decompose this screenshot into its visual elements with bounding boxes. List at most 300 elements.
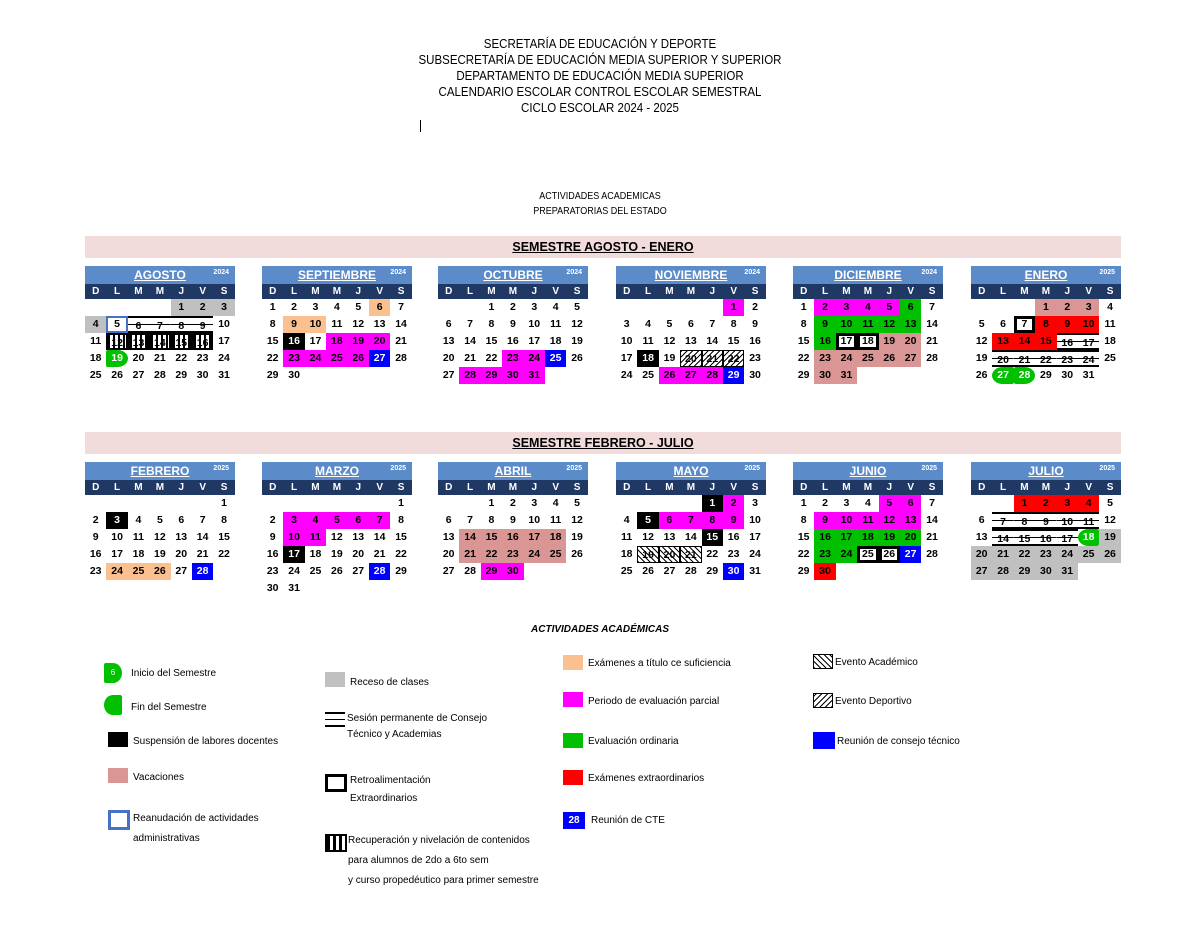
day-cell[interactable]: 16 bbox=[283, 333, 304, 350]
day-cell[interactable]: 24 bbox=[218, 352, 230, 364]
day-cell[interactable]: 21 bbox=[926, 335, 938, 347]
day-cell[interactable]: 26 bbox=[149, 563, 170, 580]
day-cell[interactable]: 20 bbox=[992, 350, 1013, 367]
day-cell[interactable]: 22 bbox=[175, 352, 188, 364]
day-cell[interactable]: 17 bbox=[749, 531, 761, 543]
day-cell[interactable]: 15 bbox=[266, 335, 279, 347]
day-cell[interactable]: 30 bbox=[749, 369, 761, 381]
day-cell[interactable]: 27 bbox=[992, 367, 1013, 384]
day-cell[interactable]: 13 bbox=[663, 531, 676, 543]
day-cell[interactable]: 13 bbox=[900, 512, 921, 529]
day-cell[interactable]: 22 bbox=[1014, 546, 1035, 563]
day-cell[interactable]: 11 bbox=[550, 514, 562, 526]
day-cell[interactable]: 3 bbox=[1078, 299, 1099, 316]
day-cell[interactable]: 28 bbox=[459, 367, 480, 384]
day-cell[interactable]: 28 bbox=[369, 563, 390, 580]
day-cell[interactable]: 20 bbox=[442, 548, 455, 560]
day-cell[interactable]: 17 bbox=[836, 529, 857, 546]
day-cell[interactable]: 3 bbox=[752, 497, 758, 509]
day-cell[interactable]: 22 bbox=[706, 548, 719, 560]
day-cell[interactable]: 13 bbox=[685, 335, 697, 347]
day-cell[interactable]: 21 bbox=[464, 352, 476, 364]
day-cell[interactable]: 27 bbox=[971, 563, 992, 580]
day-cell[interactable]: 14 bbox=[395, 318, 407, 330]
day-cell[interactable]: 17 bbox=[218, 335, 230, 347]
day-cell[interactable]: 7 bbox=[929, 301, 935, 313]
day-cell[interactable]: 8 bbox=[398, 514, 404, 526]
day-cell[interactable]: 1 bbox=[488, 497, 495, 509]
day-cell[interactable]: 7 bbox=[467, 514, 473, 526]
day-cell[interactable]: 2 bbox=[509, 301, 516, 313]
day-cell[interactable]: 12 bbox=[879, 512, 900, 529]
day-cell[interactable]: 22 bbox=[723, 350, 744, 367]
day-cell[interactable]: 8 bbox=[488, 318, 495, 330]
day-cell[interactable]: 28 bbox=[395, 352, 407, 364]
day-cell[interactable]: 7 bbox=[992, 512, 1013, 529]
day-cell[interactable]: 30 bbox=[502, 563, 523, 580]
day-cell[interactable]: 16 bbox=[749, 335, 761, 347]
day-cell[interactable]: 12 bbox=[663, 335, 676, 347]
day-cell[interactable]: 15 bbox=[1014, 529, 1035, 546]
day-cell[interactable]: 30 bbox=[723, 563, 744, 580]
day-cell[interactable]: 15 bbox=[727, 335, 740, 347]
day-cell[interactable]: 15 bbox=[702, 529, 723, 546]
day-cell[interactable]: 11 bbox=[1078, 512, 1099, 529]
day-cell[interactable]: 29 bbox=[175, 369, 188, 381]
day-cell[interactable]: 18 bbox=[620, 548, 633, 560]
day-cell[interactable]: 21 bbox=[680, 546, 701, 563]
day-cell[interactable]: 19 bbox=[348, 333, 369, 350]
day-cell[interactable]: 19 bbox=[879, 333, 900, 350]
day-cell[interactable]: 14 bbox=[685, 531, 697, 543]
day-cell[interactable]: 7 bbox=[929, 497, 935, 509]
day-cell[interactable]: 7 bbox=[149, 316, 170, 333]
day-cell[interactable]: 13 bbox=[900, 316, 921, 333]
day-cell[interactable]: 1 bbox=[488, 301, 495, 313]
day-cell[interactable]: 26 bbox=[111, 369, 123, 381]
day-cell[interactable]: 8 bbox=[269, 318, 276, 330]
day-cell[interactable]: 1 bbox=[269, 301, 276, 313]
day-cell[interactable]: 16 bbox=[89, 548, 102, 560]
day-cell[interactable]: 26 bbox=[1099, 546, 1120, 563]
day-cell[interactable]: 8 bbox=[1014, 512, 1035, 529]
day-cell[interactable]: 27 bbox=[132, 369, 145, 381]
day-cell[interactable]: 28 bbox=[154, 369, 166, 381]
day-cell[interactable]: 23 bbox=[502, 546, 523, 563]
day-cell[interactable]: 9 bbox=[269, 531, 276, 543]
day-cell[interactable]: 13 bbox=[975, 531, 988, 543]
day-cell[interactable]: 17 bbox=[836, 333, 857, 350]
day-cell[interactable]: 5 bbox=[637, 512, 658, 529]
day-cell[interactable]: 9 bbox=[814, 316, 835, 333]
day-cell[interactable]: 18 bbox=[549, 335, 562, 347]
day-cell[interactable]: 9 bbox=[752, 318, 758, 330]
day-cell[interactable]: 23 bbox=[1057, 350, 1078, 367]
day-cell[interactable]: 17 bbox=[111, 548, 123, 560]
day-cell[interactable]: 4 bbox=[857, 299, 878, 316]
day-cell[interactable]: 17 bbox=[620, 352, 633, 364]
day-cell[interactable]: 3 bbox=[1057, 495, 1078, 512]
day-cell[interactable]: 27 bbox=[352, 565, 365, 577]
day-cell[interactable]: 6 bbox=[445, 318, 452, 330]
day-cell[interactable]: 15 bbox=[218, 531, 230, 543]
day-cell[interactable]: 15 bbox=[171, 333, 192, 350]
day-cell[interactable]: 4 bbox=[552, 301, 559, 313]
day-cell[interactable]: 12 bbox=[352, 318, 365, 330]
day-cell[interactable]: 3 bbox=[106, 512, 127, 529]
day-cell[interactable]: 20 bbox=[971, 546, 992, 563]
day-cell[interactable]: 6 bbox=[900, 299, 921, 316]
day-cell[interactable]: 20 bbox=[900, 333, 921, 350]
day-cell[interactable]: 29 bbox=[1040, 369, 1052, 381]
day-cell[interactable]: 1 bbox=[221, 497, 227, 509]
day-cell[interactable]: 24 bbox=[524, 350, 545, 367]
day-cell[interactable]: 5 bbox=[1107, 497, 1113, 509]
day-cell[interactable]: 5 bbox=[978, 318, 985, 330]
day-cell[interactable]: 6 bbox=[900, 495, 921, 512]
day-cell[interactable]: 15 bbox=[395, 531, 407, 543]
day-cell[interactable]: 19 bbox=[571, 335, 583, 347]
day-cell[interactable]: 1 bbox=[800, 497, 807, 509]
day-cell[interactable]: 9 bbox=[509, 318, 516, 330]
day-cell[interactable]: 6 bbox=[978, 514, 985, 526]
day-cell[interactable]: 18 bbox=[1078, 529, 1099, 546]
day-cell[interactable]: 28 bbox=[192, 563, 213, 580]
day-cell[interactable]: 4 bbox=[333, 301, 340, 313]
day-cell[interactable]: 21 bbox=[196, 548, 209, 560]
day-cell[interactable]: 25 bbox=[857, 546, 878, 563]
day-cell[interactable]: 19 bbox=[637, 546, 658, 563]
day-cell[interactable]: 3 bbox=[531, 497, 538, 509]
day-cell[interactable]: 2 bbox=[92, 514, 99, 526]
day-cell[interactable]: 25 bbox=[545, 350, 566, 367]
day-cell[interactable]: 16 bbox=[502, 529, 523, 546]
day-cell[interactable]: 6 bbox=[687, 318, 694, 330]
day-cell[interactable]: 1 bbox=[1035, 299, 1056, 316]
day-cell[interactable]: 24 bbox=[620, 369, 633, 381]
day-cell[interactable]: 30 bbox=[1061, 369, 1074, 381]
day-cell[interactable]: 18 bbox=[545, 529, 566, 546]
day-cell[interactable]: 7 bbox=[680, 512, 701, 529]
day-cell[interactable]: 10 bbox=[305, 316, 326, 333]
day-cell[interactable]: 18 bbox=[132, 548, 145, 560]
day-cell[interactable]: 17 bbox=[309, 335, 322, 347]
day-cell[interactable]: 13 bbox=[992, 333, 1013, 350]
day-cell[interactable]: 9 bbox=[92, 531, 99, 543]
day-cell[interactable]: 8 bbox=[1035, 316, 1056, 333]
day-cell[interactable]: 23 bbox=[727, 548, 740, 560]
day-cell[interactable]: 18 bbox=[857, 333, 878, 350]
day-cell[interactable]: 11 bbox=[642, 335, 654, 347]
day-cell[interactable]: 31 bbox=[836, 367, 857, 384]
day-cell[interactable]: 1 bbox=[800, 301, 807, 313]
day-cell[interactable]: 26 bbox=[571, 352, 583, 364]
day-cell[interactable]: 10 bbox=[218, 318, 230, 330]
day-cell[interactable]: 10 bbox=[528, 318, 541, 330]
day-cell[interactable]: 9 bbox=[1057, 316, 1078, 333]
day-cell[interactable]: 30 bbox=[814, 563, 835, 580]
day-cell[interactable]: 27 bbox=[175, 565, 188, 577]
day-cell[interactable]: 14 bbox=[926, 318, 938, 330]
day-cell[interactable]: 30 bbox=[196, 369, 209, 381]
day-cell[interactable]: 5 bbox=[879, 495, 900, 512]
day-cell[interactable]: 12 bbox=[571, 514, 583, 526]
day-cell[interactable]: 20 bbox=[369, 333, 390, 350]
day-cell[interactable]: 20 bbox=[900, 529, 921, 546]
day-cell[interactable]: 19 bbox=[1099, 529, 1120, 546]
day-cell[interactable]: 9 bbox=[814, 512, 835, 529]
day-cell[interactable]: 19 bbox=[879, 529, 900, 546]
day-cell[interactable]: 7 bbox=[199, 514, 206, 526]
day-cell[interactable]: 25 bbox=[128, 563, 149, 580]
day-cell[interactable]: 5 bbox=[106, 316, 127, 333]
day-cell[interactable]: 23 bbox=[266, 565, 279, 577]
day-cell[interactable]: 30 bbox=[266, 582, 279, 594]
day-cell[interactable]: 18 bbox=[637, 350, 658, 367]
day-cell[interactable]: 10 bbox=[1057, 512, 1078, 529]
day-cell[interactable]: 27 bbox=[442, 565, 455, 577]
day-cell[interactable]: 22 bbox=[485, 352, 498, 364]
day-cell[interactable]: 27 bbox=[900, 546, 921, 563]
day-cell[interactable]: 16 bbox=[266, 548, 279, 560]
day-cell[interactable]: 8 bbox=[488, 514, 495, 526]
day-cell[interactable]: 9 bbox=[192, 316, 213, 333]
day-cell[interactable]: 7 bbox=[369, 512, 390, 529]
day-cell[interactable]: 10 bbox=[836, 316, 857, 333]
day-cell[interactable]: 24 bbox=[288, 565, 300, 577]
day-cell[interactable]: 21 bbox=[702, 350, 723, 367]
day-cell[interactable]: 3 bbox=[836, 299, 857, 316]
day-cell[interactable]: 23 bbox=[196, 352, 209, 364]
day-cell[interactable]: 17 bbox=[1078, 333, 1099, 350]
day-cell[interactable]: 21 bbox=[992, 546, 1013, 563]
day-cell[interactable]: 2 bbox=[723, 495, 744, 512]
day-cell[interactable]: 28 bbox=[702, 367, 723, 384]
day-cell[interactable]: 26 bbox=[348, 350, 369, 367]
day-cell[interactable]: 20 bbox=[442, 352, 455, 364]
day-cell[interactable]: 8 bbox=[800, 514, 807, 526]
day-cell[interactable]: 31 bbox=[1057, 563, 1078, 580]
day-cell[interactable]: 5 bbox=[574, 301, 580, 313]
day-cell[interactable]: 2 bbox=[291, 301, 297, 313]
day-cell[interactable]: 9 bbox=[283, 316, 304, 333]
day-cell[interactable]: 25 bbox=[642, 369, 654, 381]
day-cell[interactable]: 30 bbox=[288, 369, 300, 381]
day-cell[interactable]: 13 bbox=[175, 531, 188, 543]
day-cell[interactable]: 10 bbox=[836, 512, 857, 529]
day-cell[interactable]: 17 bbox=[528, 335, 541, 347]
day-cell[interactable]: 24 bbox=[836, 546, 857, 563]
day-cell[interactable]: 5 bbox=[355, 301, 362, 313]
day-cell[interactable]: 14 bbox=[992, 529, 1013, 546]
day-cell[interactable]: 8 bbox=[800, 318, 807, 330]
day-cell[interactable]: 2 bbox=[752, 301, 758, 313]
day-cell[interactable]: 7 bbox=[398, 301, 404, 313]
day-cell[interactable]: 22 bbox=[797, 548, 810, 560]
day-cell[interactable]: 31 bbox=[288, 582, 300, 594]
day-cell[interactable]: 27 bbox=[900, 350, 921, 367]
day-cell[interactable]: 11 bbox=[331, 318, 343, 330]
day-cell[interactable]: 29 bbox=[1014, 563, 1035, 580]
day-cell[interactable]: 12 bbox=[154, 531, 166, 543]
day-cell[interactable]: 14 bbox=[464, 335, 476, 347]
day-cell[interactable]: 12 bbox=[642, 531, 654, 543]
day-cell[interactable]: 20 bbox=[680, 350, 701, 367]
day-cell[interactable]: 16 bbox=[814, 333, 835, 350]
day-cell[interactable]: 10 bbox=[111, 531, 123, 543]
day-cell[interactable]: 24 bbox=[106, 563, 127, 580]
day-cell[interactable]: 31 bbox=[1082, 369, 1095, 381]
day-cell[interactable]: 25 bbox=[326, 350, 347, 367]
day-cell[interactable]: 19 bbox=[975, 352, 988, 364]
day-cell[interactable]: 29 bbox=[266, 369, 279, 381]
day-cell[interactable]: 15 bbox=[485, 335, 498, 347]
day-cell[interactable]: 11 bbox=[90, 335, 102, 347]
day-cell[interactable]: 3 bbox=[843, 497, 850, 509]
day-cell[interactable]: 9 bbox=[509, 514, 516, 526]
day-cell[interactable]: 30 bbox=[814, 367, 835, 384]
day-cell[interactable]: 18 bbox=[309, 548, 322, 560]
day-cell[interactable]: 28 bbox=[926, 548, 938, 560]
day-cell[interactable]: 2 bbox=[1035, 495, 1056, 512]
day-cell[interactable]: 25 bbox=[545, 546, 566, 563]
day-cell[interactable]: 4 bbox=[1078, 495, 1099, 512]
day-cell[interactable]: 8 bbox=[171, 316, 192, 333]
day-cell[interactable]: 1 bbox=[398, 497, 404, 509]
day-cell[interactable]: 23 bbox=[283, 350, 304, 367]
day-cell[interactable]: 1 bbox=[702, 495, 723, 512]
day-cell[interactable]: 12 bbox=[879, 316, 900, 333]
day-cell[interactable]: 13 bbox=[373, 318, 386, 330]
day-cell[interactable]: 16 bbox=[1035, 529, 1056, 546]
day-cell[interactable]: 4 bbox=[85, 316, 106, 333]
day-cell[interactable]: 4 bbox=[1107, 301, 1113, 313]
day-cell[interactable]: 19 bbox=[331, 548, 343, 560]
day-cell[interactable]: 21 bbox=[395, 335, 407, 347]
day-cell[interactable]: 17 bbox=[1057, 529, 1078, 546]
day-cell[interactable]: 26 bbox=[879, 350, 900, 367]
day-cell[interactable]: 13 bbox=[128, 333, 149, 350]
day-cell[interactable]: 20 bbox=[175, 548, 188, 560]
day-cell[interactable]: 6 bbox=[178, 514, 185, 526]
day-cell[interactable]: 21 bbox=[926, 531, 938, 543]
day-cell[interactable]: 27 bbox=[680, 367, 701, 384]
day-cell[interactable]: 7 bbox=[467, 318, 473, 330]
day-cell[interactable]: 2 bbox=[822, 497, 828, 509]
day-cell[interactable]: 22 bbox=[1035, 350, 1056, 367]
day-cell[interactable]: 26 bbox=[642, 565, 654, 577]
day-cell[interactable]: 22 bbox=[797, 352, 810, 364]
day-cell[interactable]: 2 bbox=[1057, 299, 1078, 316]
day-cell[interactable]: 21 bbox=[373, 548, 386, 560]
day-cell[interactable]: 30 bbox=[502, 367, 523, 384]
day-cell[interactable]: 3 bbox=[623, 318, 630, 330]
day-cell[interactable]: 18 bbox=[326, 333, 347, 350]
day-cell[interactable]: 26 bbox=[571, 548, 583, 560]
day-cell[interactable]: 20 bbox=[352, 548, 365, 560]
day-cell[interactable]: 20 bbox=[659, 546, 680, 563]
day-cell[interactable]: 6 bbox=[348, 512, 369, 529]
day-cell[interactable]: 18 bbox=[89, 352, 102, 364]
day-cell[interactable]: 29 bbox=[706, 565, 719, 577]
day-cell[interactable]: 4 bbox=[864, 497, 871, 509]
day-cell[interactable]: 19 bbox=[106, 350, 127, 367]
day-cell[interactable]: 28 bbox=[685, 565, 697, 577]
day-cell[interactable]: 23 bbox=[749, 352, 761, 364]
day-cell[interactable]: 11 bbox=[550, 318, 562, 330]
day-cell[interactable]: 9 bbox=[723, 512, 744, 529]
day-cell[interactable]: 4 bbox=[135, 514, 142, 526]
day-cell[interactable]: 13 bbox=[352, 531, 365, 543]
day-cell[interactable]: 24 bbox=[524, 546, 545, 563]
day-cell[interactable]: 5 bbox=[879, 299, 900, 316]
day-cell[interactable]: 31 bbox=[218, 369, 230, 381]
day-cell[interactable]: 30 bbox=[1035, 563, 1056, 580]
day-cell[interactable]: 19 bbox=[154, 548, 166, 560]
day-cell[interactable]: 8 bbox=[730, 318, 737, 330]
day-cell[interactable]: 29 bbox=[797, 565, 810, 577]
day-cell[interactable]: 3 bbox=[213, 299, 234, 316]
day-cell[interactable]: 2 bbox=[192, 299, 213, 316]
day-cell[interactable]: 15 bbox=[481, 529, 502, 546]
day-cell[interactable]: 24 bbox=[305, 350, 326, 367]
day-cell[interactable]: 28 bbox=[992, 563, 1013, 580]
day-cell[interactable]: 22 bbox=[481, 546, 502, 563]
day-cell[interactable]: 27 bbox=[663, 565, 676, 577]
day-cell[interactable]: 10 bbox=[1078, 316, 1099, 333]
day-cell[interactable]: 4 bbox=[305, 512, 326, 529]
day-cell[interactable]: 4 bbox=[623, 514, 630, 526]
day-cell[interactable]: 10 bbox=[528, 514, 541, 526]
day-cell[interactable]: 6 bbox=[128, 316, 149, 333]
day-cell[interactable]: 6 bbox=[445, 514, 452, 526]
day-cell[interactable]: 4 bbox=[552, 497, 559, 509]
day-cell[interactable]: 29 bbox=[723, 367, 744, 384]
day-cell[interactable]: 25 bbox=[1104, 352, 1116, 364]
day-cell[interactable]: 24 bbox=[1078, 350, 1099, 367]
day-cell[interactable]: 28 bbox=[926, 352, 938, 364]
day-cell[interactable]: 25 bbox=[620, 565, 633, 577]
day-cell[interactable]: 9 bbox=[1035, 512, 1056, 529]
day-cell[interactable]: 24 bbox=[749, 548, 761, 560]
day-cell[interactable]: 16 bbox=[507, 335, 519, 347]
day-cell[interactable]: 12 bbox=[106, 333, 127, 350]
day-cell[interactable]: 15 bbox=[797, 335, 810, 347]
day-cell[interactable]: 23 bbox=[502, 350, 523, 367]
day-cell[interactable]: 6 bbox=[369, 299, 390, 316]
day-cell[interactable]: 16 bbox=[192, 333, 213, 350]
day-cell[interactable]: 2 bbox=[269, 514, 276, 526]
day-cell[interactable]: 14 bbox=[196, 531, 209, 543]
day-cell[interactable]: 31 bbox=[749, 565, 761, 577]
day-cell[interactable]: 26 bbox=[659, 367, 680, 384]
day-cell[interactable]: 16 bbox=[814, 529, 835, 546]
day-cell[interactable]: 11 bbox=[857, 512, 878, 529]
day-cell[interactable]: 14 bbox=[1014, 333, 1035, 350]
day-cell[interactable]: 29 bbox=[395, 565, 407, 577]
day-cell[interactable]: 3 bbox=[312, 301, 319, 313]
day-cell[interactable]: 25 bbox=[1078, 546, 1099, 563]
day-cell[interactable]: 25 bbox=[857, 350, 878, 367]
day-cell[interactable]: 21 bbox=[459, 546, 480, 563]
day-cell[interactable]: 23 bbox=[1035, 546, 1056, 563]
day-cell[interactable]: 12 bbox=[571, 318, 583, 330]
day-cell[interactable]: 5 bbox=[574, 497, 580, 509]
day-cell[interactable]: 2 bbox=[509, 497, 516, 509]
day-cell[interactable]: 31 bbox=[524, 367, 545, 384]
day-cell[interactable]: 4 bbox=[645, 318, 651, 330]
day-cell[interactable]: 29 bbox=[797, 369, 810, 381]
